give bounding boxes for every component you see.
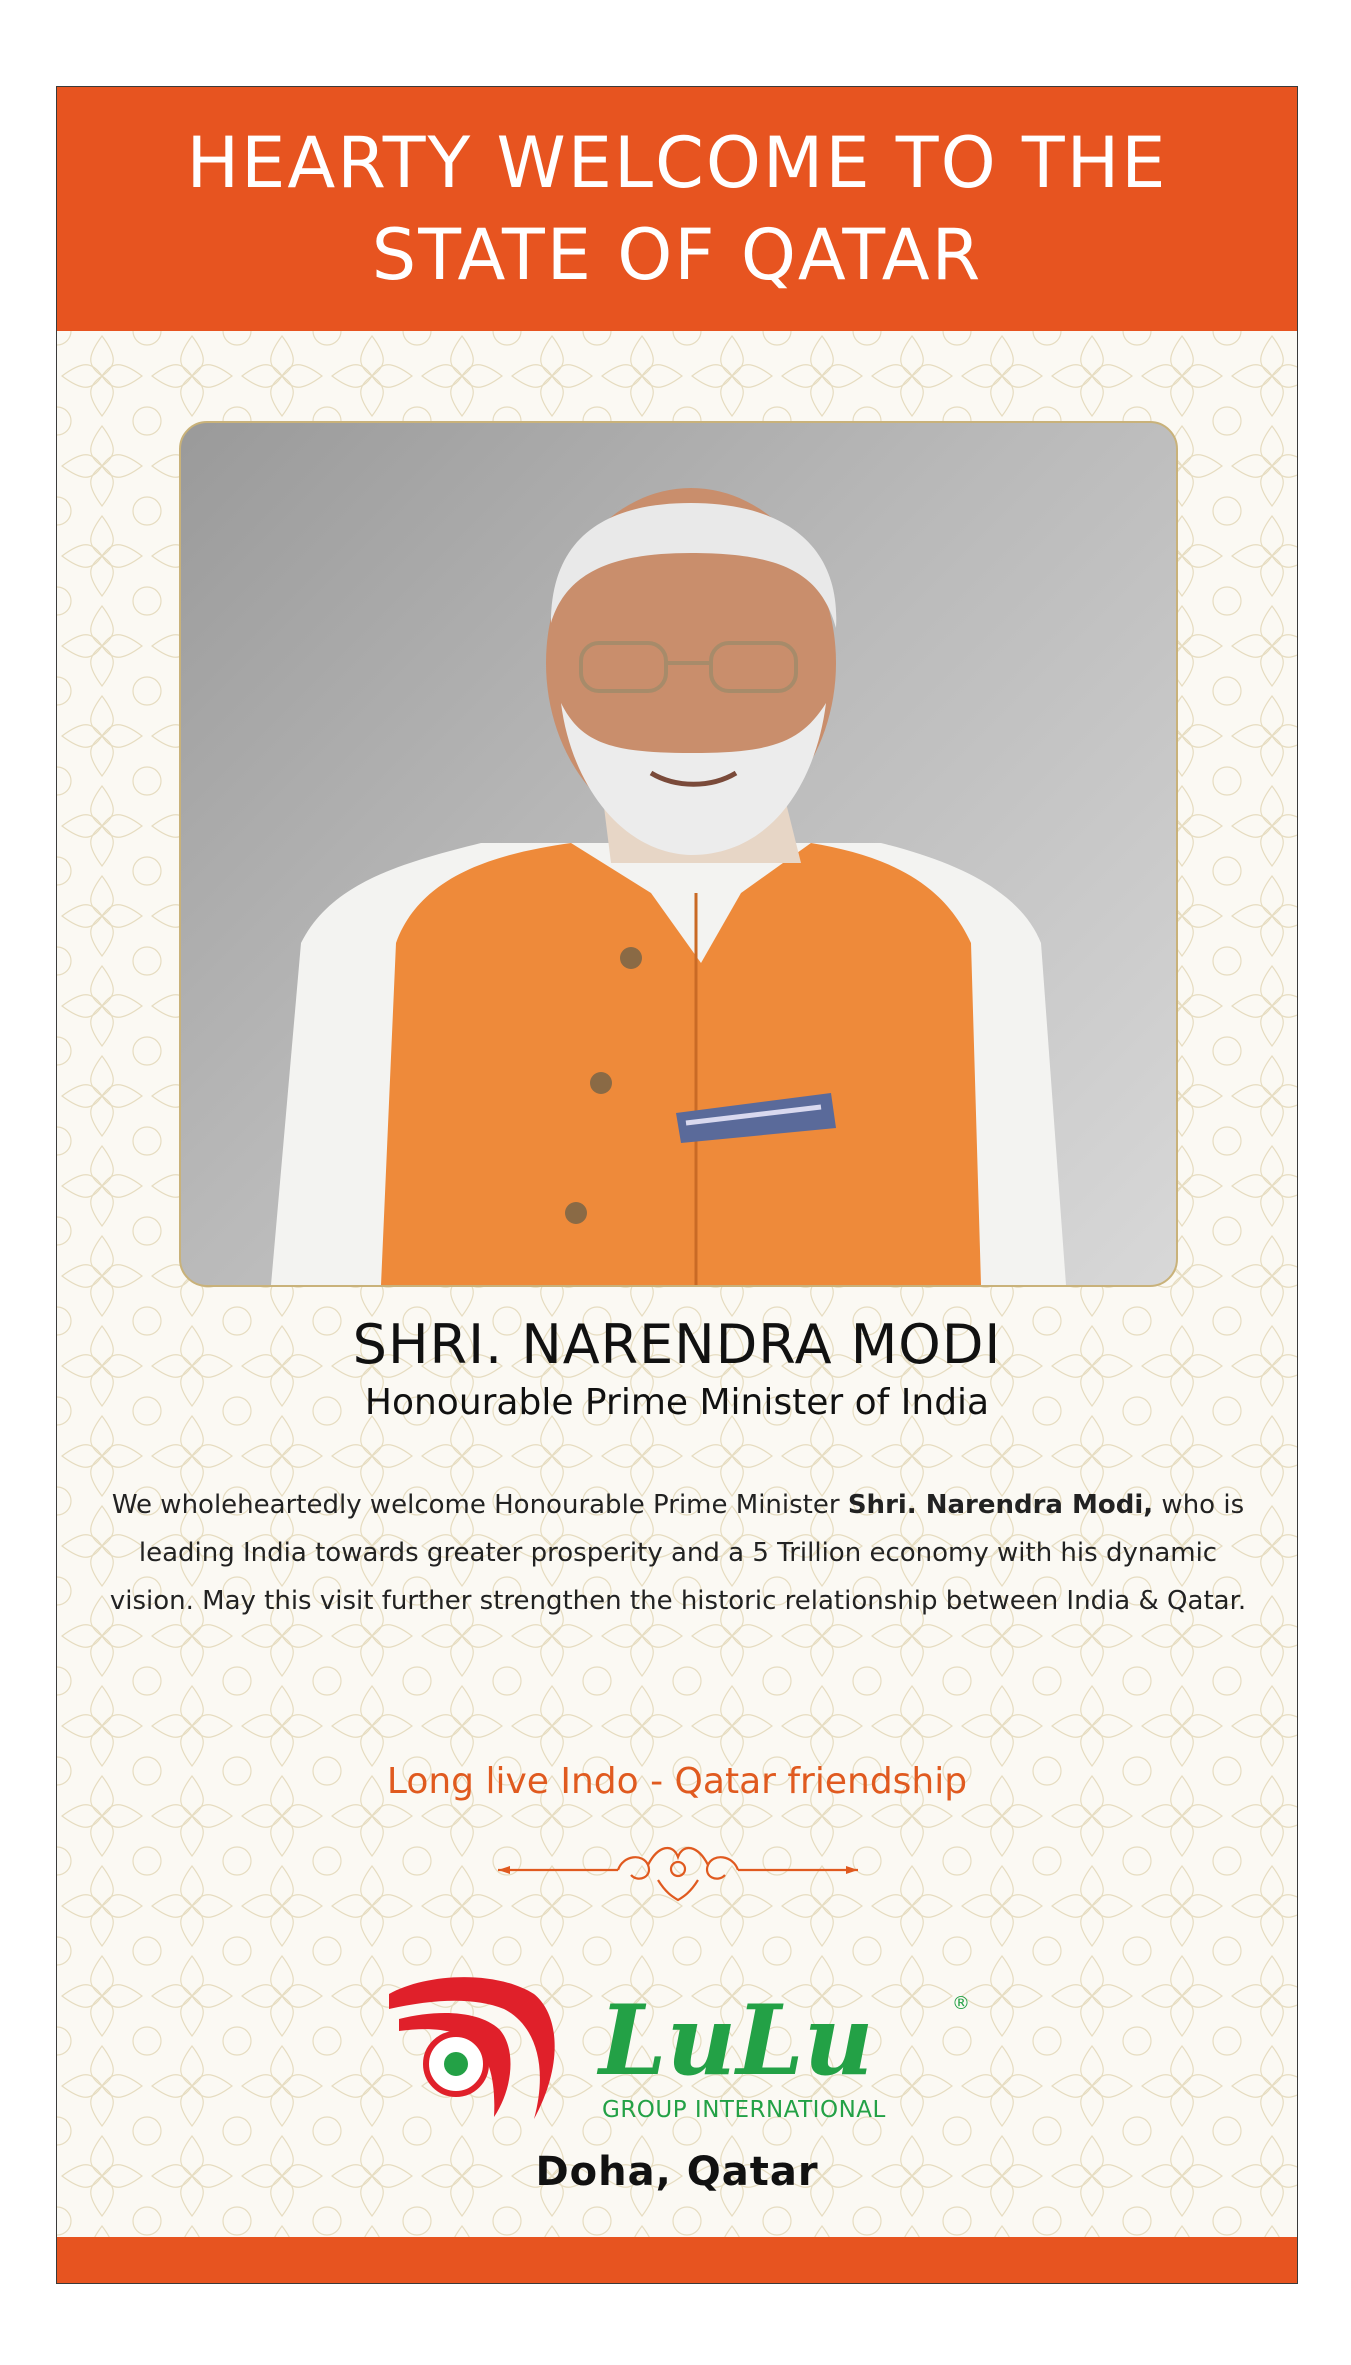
portrait-photo: [179, 421, 1178, 1287]
message-text-after: who is leading India towards greater prosperity and a 5 Trillion economy with his dynamic vision. May this visit further strengthen the historic relationship between India & Qatar.: [109, 1490, 1247, 1616]
message-highlight-name: Shri. Narendra Modi,: [847, 1490, 1154, 1520]
lulu-wordmark: LuLu: [599, 1984, 874, 2097]
message-text-before: We wholeheartedly welcome Honourable Prime Minister: [111, 1490, 848, 1520]
welcome-title: HEARTY WELCOME TO THE STATE OF QATAR: [186, 122, 1168, 296]
person-designation: Honourable Prime Minister of India: [364, 1382, 990, 1423]
location-label: Doha, Qatar: [535, 2149, 819, 2195]
flourish-ornament-icon: [498, 1835, 858, 1905]
group-name: GROUP INTERNATIONAL: [602, 2097, 886, 2123]
welcome-message: [97, 1481, 1259, 1625]
footer-bar: [57, 2237, 1297, 2283]
person-name: SHRI. NARENDRA MODI: [352, 1313, 1002, 1376]
registered-mark: ®: [952, 1993, 970, 2014]
header-banner: [57, 87, 1297, 331]
friendship-slogan: Long live Indo - Qatar friendship: [386, 1761, 968, 1802]
welcome-advertisement: [56, 86, 1298, 2284]
